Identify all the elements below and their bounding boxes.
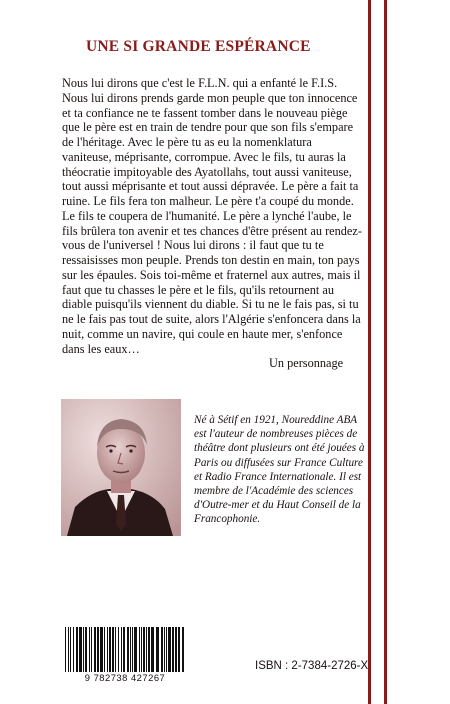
barcode-bar — [141, 627, 142, 673]
barcode-bar — [107, 627, 108, 673]
barcode-bar — [79, 627, 82, 673]
biography-line: Paris ou diffusées sur France Culture — [194, 456, 363, 469]
excerpt-line: Le fils te coupera de l'humanité. Le père a lynché l'aube, le — [62, 208, 352, 223]
excerpt-line: vous de l'universel ! Nous lui dirons : il faut que tu te — [62, 238, 324, 253]
excerpt-line: tout aussi méprisante et tout aussi dépravée. Le père a fait ta — [62, 179, 359, 194]
barcode-bars — [61, 627, 189, 675]
barcode-bar — [130, 627, 131, 673]
barcode-bar — [112, 627, 114, 673]
barcode-bar — [134, 627, 137, 673]
barcode-bar — [132, 627, 133, 673]
excerpt-attribution: Un personnage — [269, 356, 344, 370]
barcode-bar — [168, 627, 171, 673]
barcode-bar — [83, 627, 84, 673]
barcode-bar — [127, 627, 129, 673]
excerpt-line: sur les épaules. Sois toi-même et fraternel aux autres, mais il — [62, 267, 361, 282]
excerpt-line: théocratie impitoyable des Ayatollahs, tout aussi vaniteuse, — [62, 164, 352, 179]
excerpt-line: Nous lui dirons prends garde mon peuple que ton innocence — [62, 90, 358, 105]
biography-line: membre de l'Académie des sciences — [194, 485, 354, 498]
back-cover-excerpt — [62, 76, 364, 356]
decorative-rule-left — [368, 0, 371, 704]
excerpt-line: nuit, comme un navire, qui coule en haute mer, s'enfonce — [62, 326, 343, 341]
barcode-bar — [164, 627, 165, 673]
excerpt-line: dans les eaux… — [62, 341, 140, 356]
barcode-bar — [156, 627, 159, 673]
barcode-bar — [161, 627, 163, 673]
excerpt-line: ne le fais pas tout de suite, alors l'Algérie s'enfoncera dans la — [62, 312, 361, 326]
biography-line: et Radio France Internationale. Il est — [194, 470, 362, 483]
barcode-bar — [172, 627, 174, 673]
biography-line: est l'auteur de nombreuses pièces de — [194, 428, 358, 441]
isbn-label: ISBN : 2-7384-2726-X — [255, 660, 369, 672]
excerpt-line: faut que tu chasses le père et le fils, qu'ils retournent au — [62, 282, 334, 297]
decorative-rule-right — [384, 0, 387, 704]
barcode-bar — [151, 627, 154, 673]
excerpt-line: que le père est en train de tendre pour que son fils s'empare — [62, 120, 354, 135]
biography-line: d'Outre-mer et du Haut Conseil de la — [194, 499, 361, 512]
barcode-bar — [100, 627, 103, 673]
biography-line: théâtre dont plusieurs ont été jouées à — [194, 442, 365, 455]
biography-line: Né à Sétif en 1921, Noureddine ABA — [194, 414, 358, 426]
barcode-bar — [182, 627, 184, 673]
excerpt-line: Nous lui dirons que c'est le F.L.N. qui a enfanté le F.I.S. — [62, 76, 338, 90]
barcode-bar — [65, 627, 66, 673]
excerpt-line: ressaisisses mon peuple. Prends ton destin en main, ton pays — [62, 253, 360, 267]
excerpt-line: fils brûlera ton avenir et tes chances d'être présent au rendez- — [62, 223, 362, 238]
barcode-bar — [70, 627, 71, 673]
barcode-bar — [175, 627, 177, 673]
barcode-bar — [115, 627, 116, 673]
barcode-bar — [123, 627, 125, 673]
barcode-bar — [73, 627, 74, 673]
barcode-bar — [89, 627, 90, 673]
barcode-bar — [118, 627, 119, 673]
excerpt-line: et ta confiance ne te fassent tomber dans le nouveau piège — [62, 105, 348, 120]
biography-line: Francophonie. — [194, 513, 261, 526]
excerpt-line: diable puisqu'ils viennent du diable. Si tu ne le fais pas, si tu — [62, 297, 359, 312]
barcode-bar — [104, 627, 105, 673]
barcode-bar — [109, 627, 111, 673]
barcode-bar — [97, 627, 99, 673]
barcode-bar — [146, 627, 147, 673]
isbn-barcode — [61, 627, 189, 689]
author-photo — [61, 399, 181, 536]
author-biography — [194, 413, 369, 527]
barcode-bar — [143, 627, 145, 673]
book-title: UNE SI GRANDE ESPÉRANCE — [86, 38, 311, 55]
barcode-bar — [139, 627, 140, 673]
barcode-bar — [94, 627, 96, 673]
barcode-number: 9 782738 427267 — [61, 672, 189, 683]
barcode-bar — [178, 627, 180, 673]
barcode-bar — [85, 627, 87, 673]
excerpt-line: de l'héritage. Avec le père tu as eu la nomenklatura — [62, 135, 312, 149]
barcode-bar — [121, 627, 122, 673]
barcode-bar — [76, 627, 78, 673]
author-portrait-image — [61, 399, 181, 536]
excerpt-line: vaniteuse, méprisante, corrompue. Avec le fils, tu auras la — [62, 149, 346, 164]
barcode-bar — [91, 627, 92, 673]
barcode-bar — [68, 627, 69, 673]
barcode-bar — [166, 627, 167, 673]
barcode-bar — [148, 627, 150, 673]
excerpt-line: ruine. Le fils fera ton malheur. Le père t'a coupé du monde. — [62, 194, 354, 208]
